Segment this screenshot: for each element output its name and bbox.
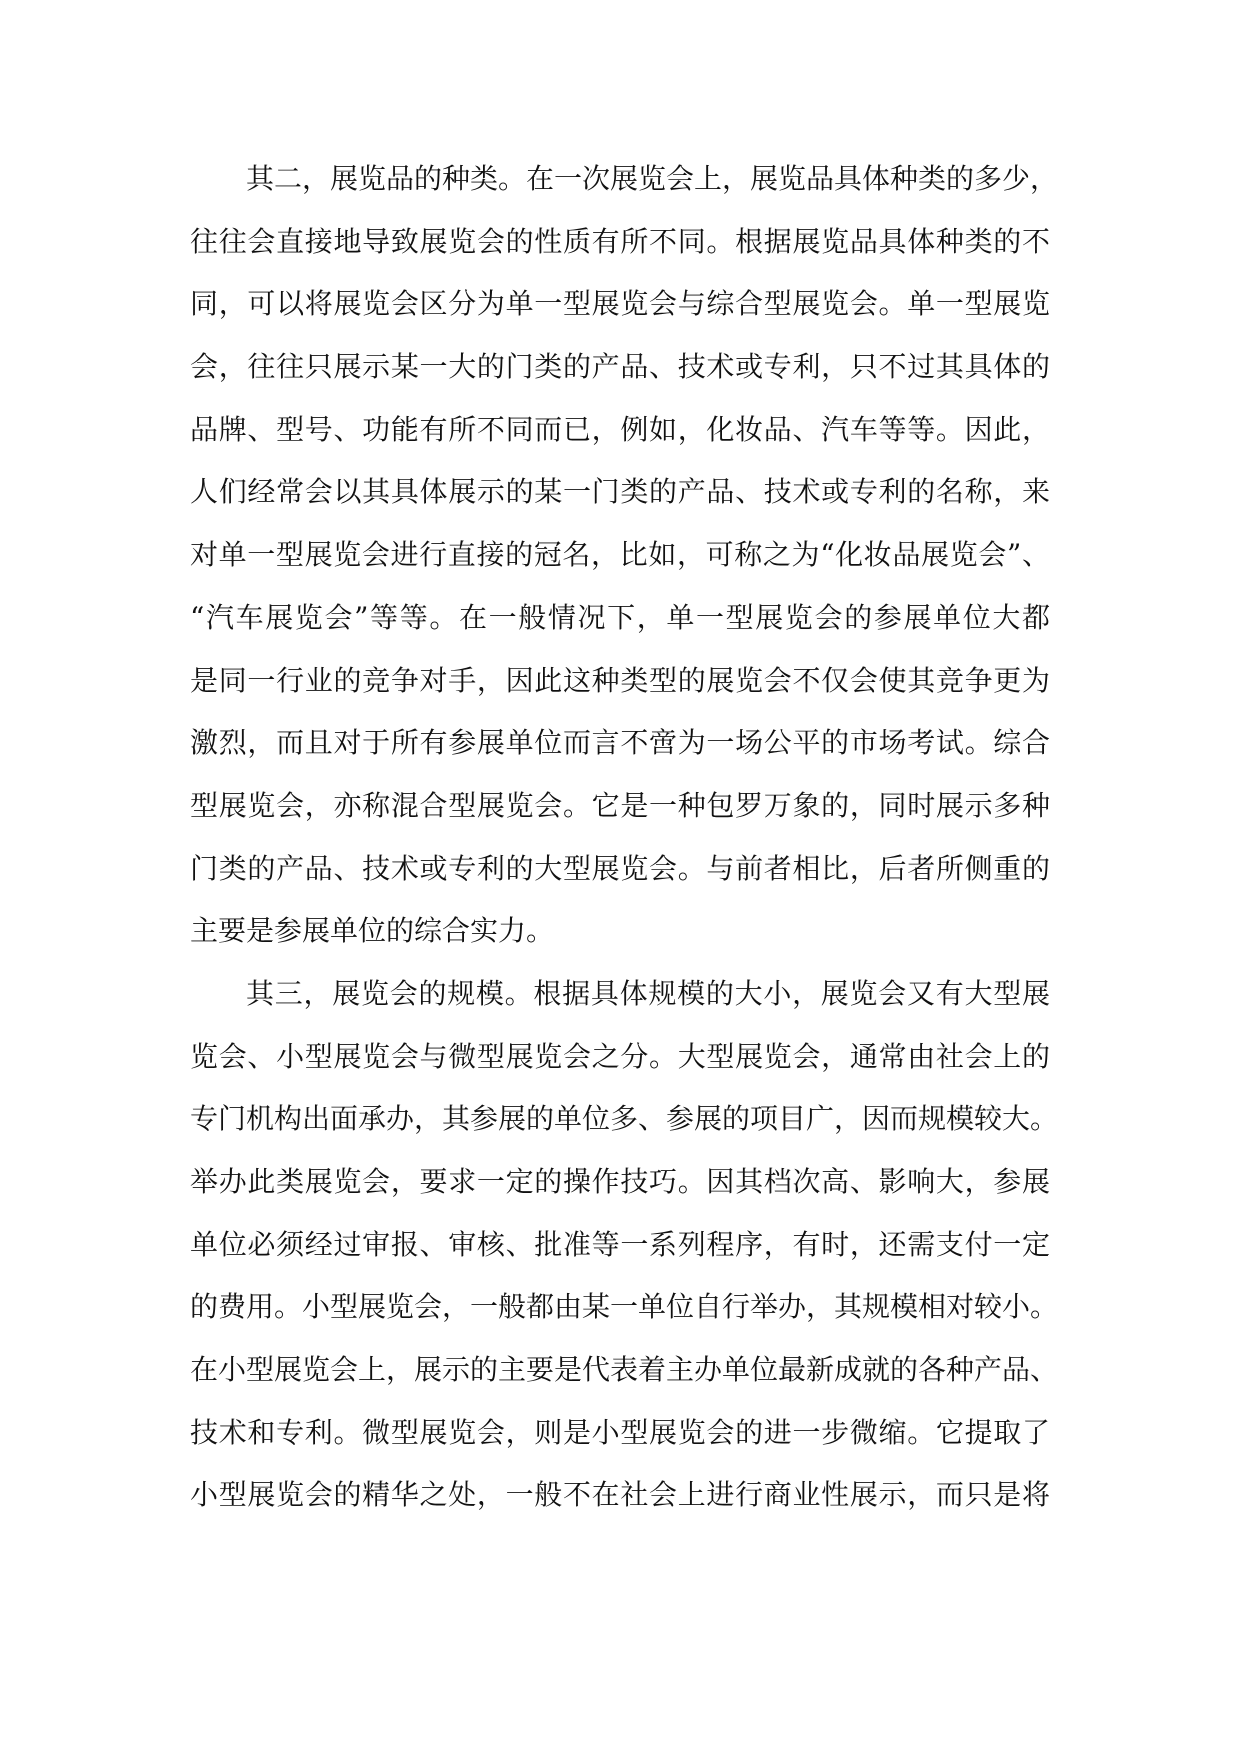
text-line: 的费用。小型展览会，一般都由某一单位自行举办，其规模相对较小。 (190, 1290, 1059, 1324)
body-text (190, 148, 1059, 1527)
text-line: 激烈，而且对于所有参展单位而言不啻为一场公平的市场考试。综合 (190, 726, 1050, 760)
text-line: 其三，展览会的规模。根据具体规模的大小，展览会又有大型展 (246, 976, 1050, 1010)
text-line: 技术和专利。微型展览会，则是小型展览会的进一步微缩。它提取了 (190, 1415, 1050, 1449)
text-line: “汽车展览会”等等。在一般情况下，单一型展览会的参展单位大都 (190, 600, 1050, 634)
text-line: 型展览会，亦称混合型展览会。它是一种包罗万象的，同时展示多种 (190, 788, 1050, 822)
text-line: 是同一行业的竞争对手，因此这种类型的展览会不仅会使其竞争更为 (190, 663, 1050, 697)
text-line: 其二，展览品的种类。在一次展览会上，展览品具体种类的多少， (246, 162, 1059, 195)
text-line: 同，可以将展览会区分为单一型展览会与综合型展览会。单一型展览 (190, 287, 1050, 321)
text-line: 单位必须经过审报、审核、批准等一系列程序，有时，还需支付一定 (190, 1227, 1050, 1261)
text-line: 在小型展览会上，展示的主要是代表着主办单位最新成就的各种产品、 (190, 1353, 1059, 1387)
text-line: 对单一型展览会进行直接的冠名，比如，可称之为“化妆品展览会”、 (190, 538, 1050, 572)
text-line: 门类的产品、技术或专利的大型展览会。与前者相比，后者所侧重的 (190, 851, 1050, 885)
text-line: 主要是参展单位的综合实力。 (190, 914, 555, 948)
text-line: 览会、小型展览会与微型展览会之分。大型展览会，通常由社会上的 (190, 1039, 1050, 1073)
text-line: 会，往往只展示某一大的门类的产品、技术或专利，只不过其具体的 (190, 350, 1050, 384)
text-line: 人们经常会以其具体展示的某一门类的产品、技术或专利的名称，来 (190, 475, 1050, 509)
text-line: 举办此类展览会，要求一定的操作技巧。因其档次高、影响大，参展 (190, 1165, 1050, 1198)
text-line: 小型展览会的精华之处，一般不在社会上进行商业性展示，而只是将 (190, 1478, 1050, 1512)
text-line: 专门机构出面承办，其参展的单位多、参展的项目广，因而规模较大。 (190, 1102, 1059, 1136)
text-line: 往往会直接地导致展览会的性质有所不同。根据展览品具体种类的不 (190, 224, 1050, 258)
text-line: 品牌、型号、功能有所不同而已，例如，化妆品、汽车等等。因此， (190, 412, 1050, 446)
